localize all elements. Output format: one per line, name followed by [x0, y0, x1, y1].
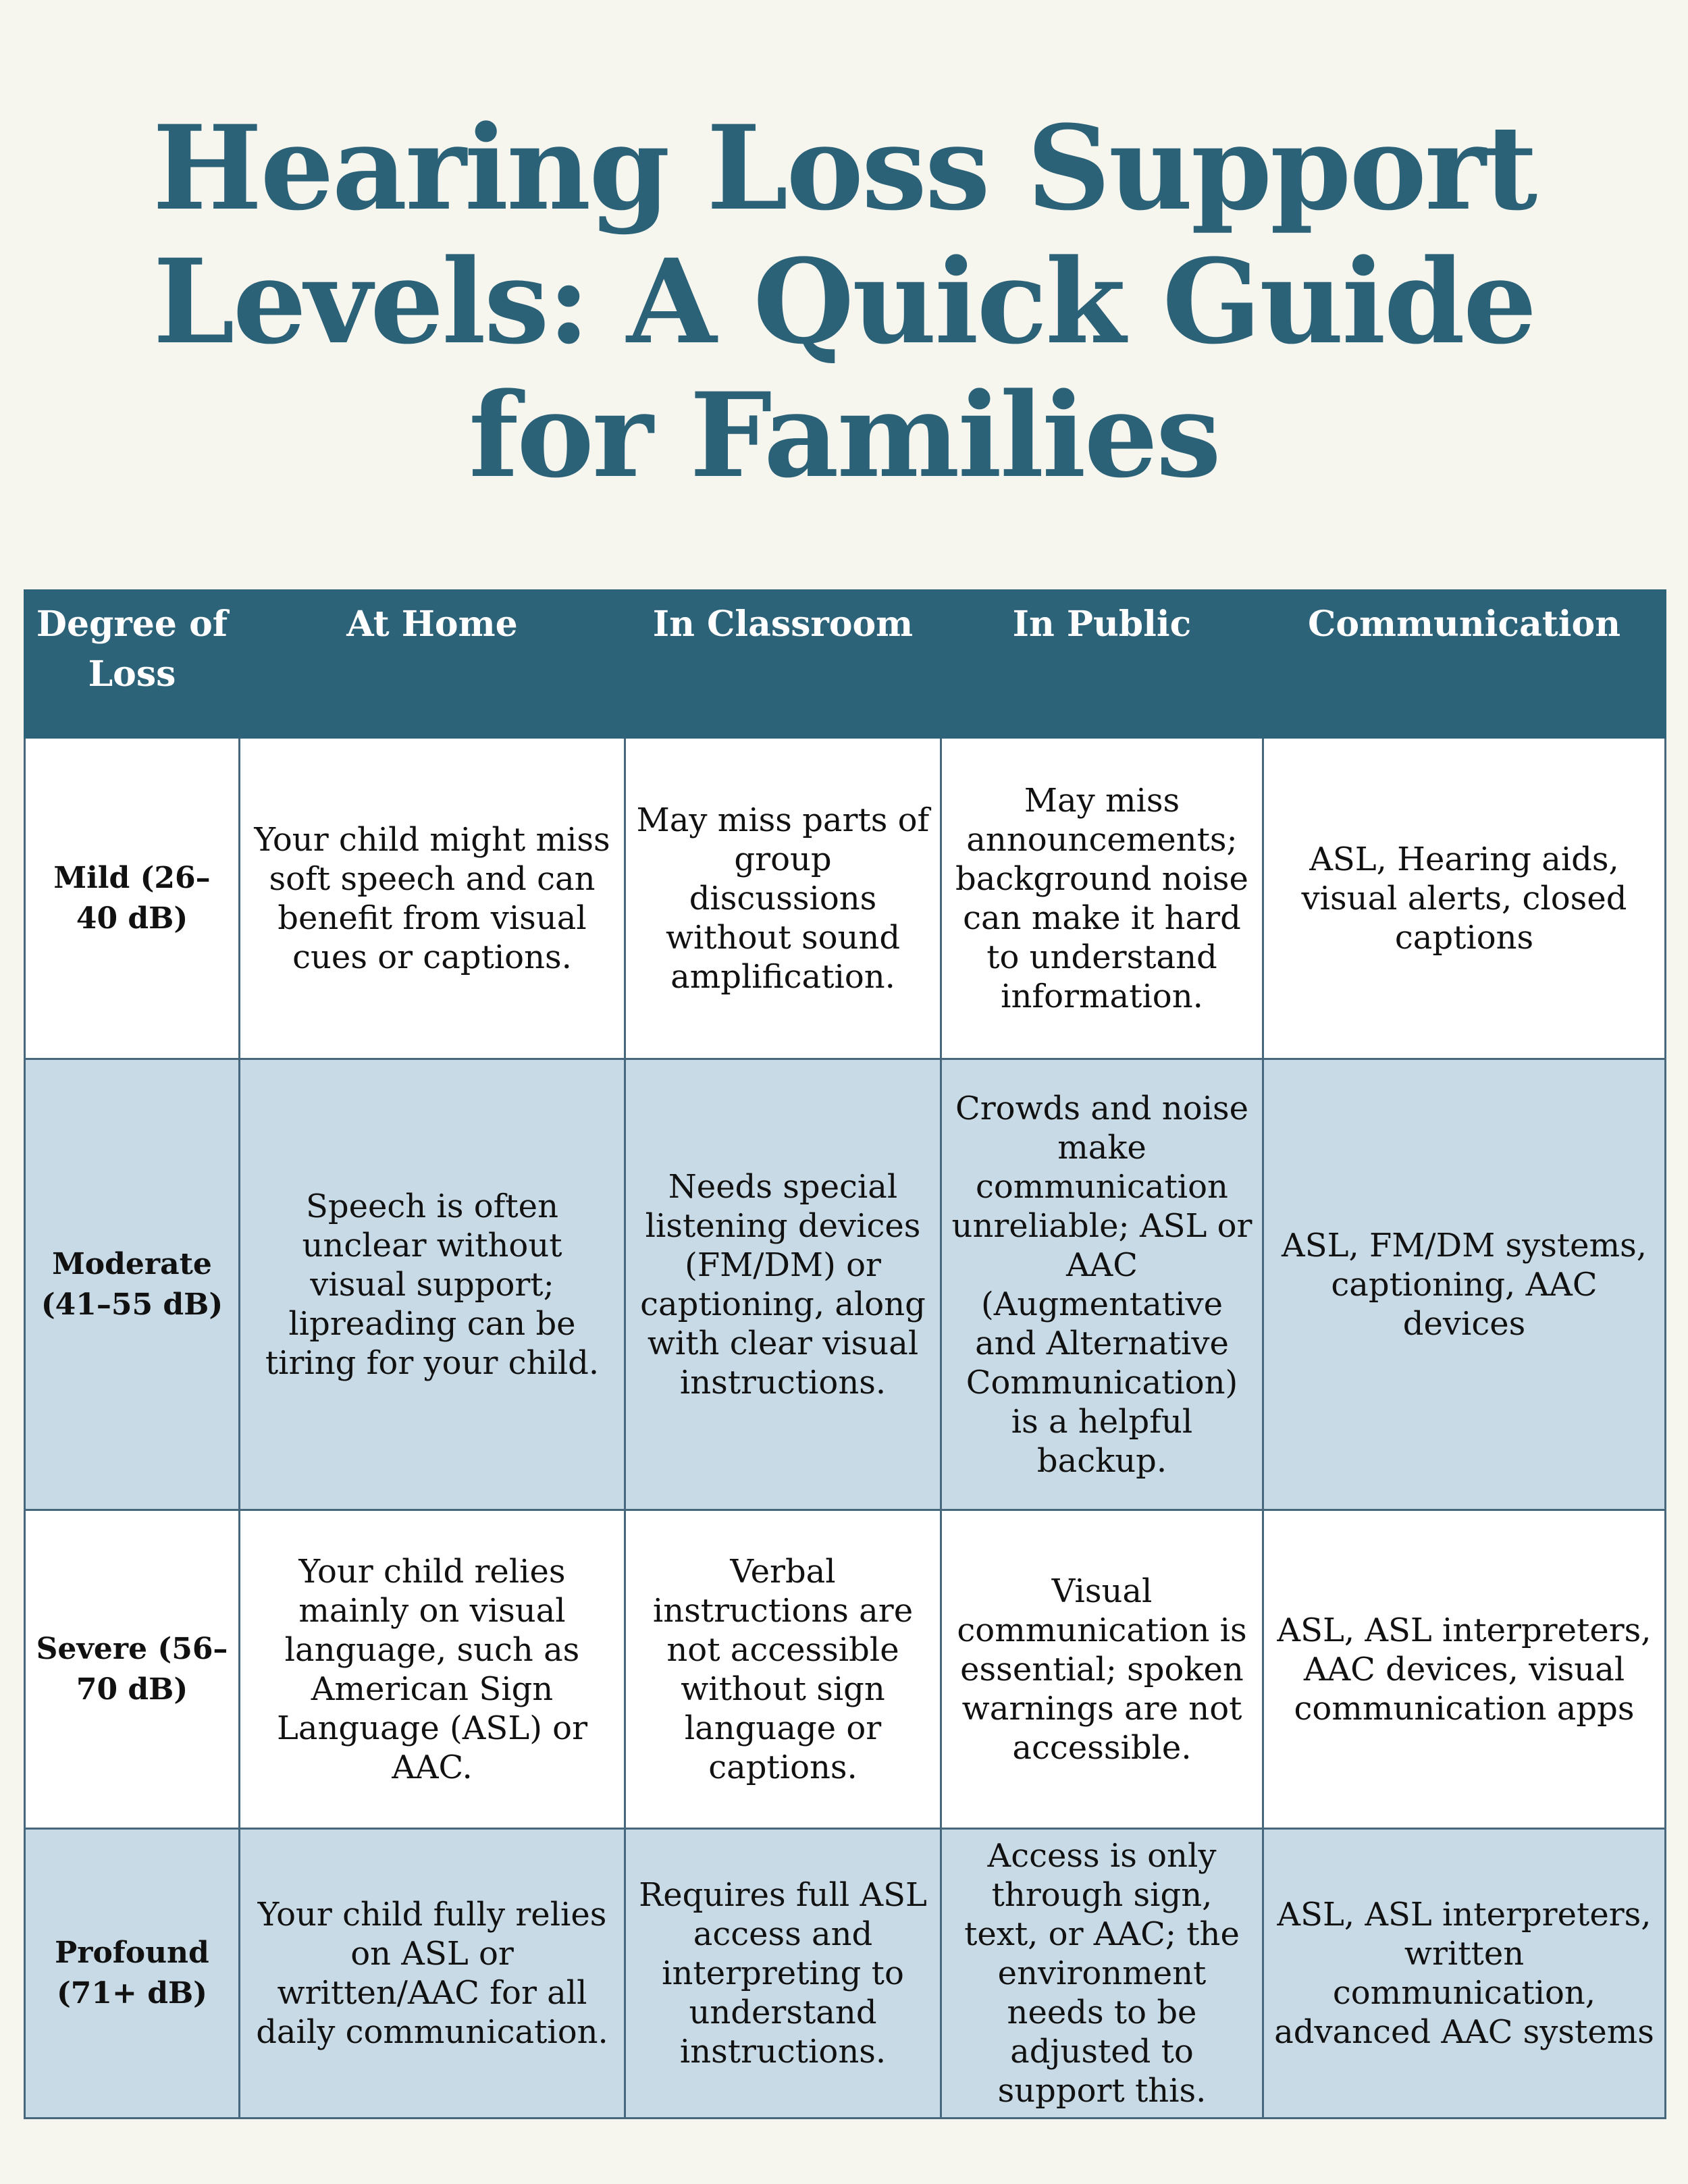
header-at-home: At Home — [240, 591, 625, 738]
home-cell: Your child relies mainly on visual language, such as American Sign Language (ASL) or AAC. — [240, 1510, 625, 1829]
home-cell: Your child might miss soft speech and can benefit from visual cues or captions. — [240, 738, 625, 1059]
classroom-cell: May miss parts of group discussions without sound amplification. — [625, 738, 941, 1059]
support-levels-table — [24, 589, 1666, 2119]
communication-cell: ASL, Hearing aids, visual alerts, closed captions — [1263, 738, 1666, 1059]
header-degree-of-loss: Degree of Loss — [25, 591, 240, 738]
communication-cell: ASL, FM/DM systems, captioning, AAC devices — [1263, 1059, 1666, 1510]
public-cell: Crowds and noise make communication unreliable; ASL or AAC (Augmentative and Alternative Communication) is a helpful backup. — [941, 1059, 1263, 1510]
table-row-mild — [25, 738, 1666, 1059]
classroom-cell: Requires full ASL access and interpreting to understand instructions. — [625, 1829, 941, 2119]
degree-cell: Profound (71+ dB) — [25, 1829, 240, 2119]
public-cell: May miss announcements; background noise can make it hard to understand information. — [941, 738, 1263, 1059]
classroom-cell: Verbal instructions are not accessible without sign language or captions. — [625, 1510, 941, 1829]
public-cell: Visual communication is essential; spoken warnings are not accessible. — [941, 1510, 1263, 1829]
table-row-severe — [25, 1510, 1666, 1829]
header-in-classroom: In Classroom — [625, 591, 941, 738]
degree-cell: Mild (26–40 dB) — [25, 738, 240, 1059]
home-cell: Speech is often unclear without visual support; lipreading can be tiring for your child. — [240, 1059, 625, 1510]
communication-cell: ASL, ASL interpreters, written communication, advanced AAC systems — [1263, 1829, 1666, 2119]
table-header-row — [25, 591, 1666, 738]
table-row-moderate — [25, 1059, 1666, 1510]
degree-cell: Severe (56–70 dB) — [25, 1510, 240, 1829]
table-row-profound — [25, 1829, 1666, 2119]
degree-cell: Moderate (41–55 dB) — [25, 1059, 240, 1510]
header-communication: Communication — [1263, 591, 1666, 738]
header-in-public: In Public — [941, 591, 1263, 738]
classroom-cell: Needs special listening devices (FM/DM) or captioning, along with clear visual instructions. — [625, 1059, 941, 1510]
page-title: Hearing Loss Support Levels: A Quick Guide for Families — [152, 99, 1536, 504]
communication-cell: ASL, ASL interpreters, AAC devices, visual communication apps — [1263, 1510, 1666, 1829]
home-cell: Your child fully relies on ASL or written/AAC for all daily communication. — [240, 1829, 625, 2119]
public-cell: Access is only through sign, text, or AAC; the environment needs to be adjusted to support this. — [941, 1829, 1263, 2119]
